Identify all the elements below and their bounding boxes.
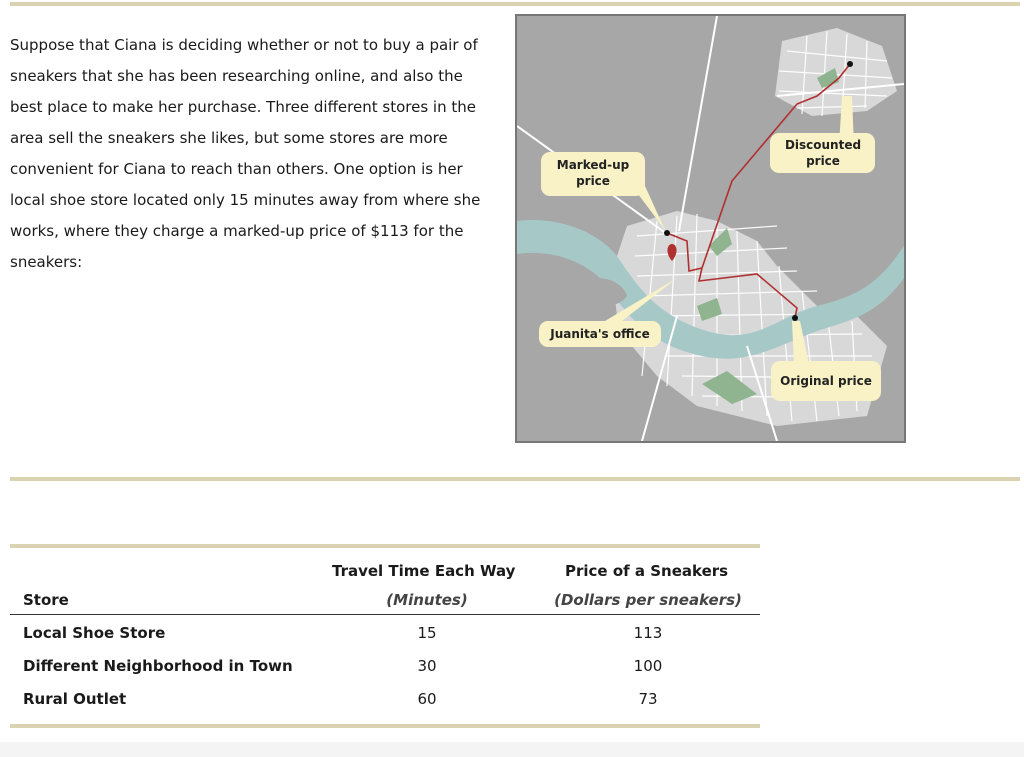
store-marker [792, 315, 798, 321]
col-header-travel: Travel Time Each Way [332, 562, 516, 580]
intro-paragraph: Suppose that Ciana is deciding whether or not to buy a pair of sneakers that she has been researching online, and also the best place to make her purchase. Three different stores in the area sell the sneakers she likes, but some stores are more convenient for Ciana to reach than others. One option is her local shoe store located only 15 minutes away from where she works, where they charge a marked-up price of $113 for the sneakers: [10, 36, 481, 271]
callout-office-label: Juanita's office [550, 327, 650, 341]
city-map-illustration [517, 16, 904, 441]
col-header-store: Store [23, 591, 69, 609]
table-header-rule [10, 614, 760, 615]
row-travel: 15 [417, 624, 437, 642]
callout-discounted-line1: Discounted [784, 138, 862, 152]
row-store: Rural Outlet [23, 690, 127, 708]
store-marker [664, 230, 670, 236]
store-marker [847, 61, 853, 67]
callout-marked-up-line1: Marked-up [556, 158, 630, 172]
callout-original-label: Original price [780, 374, 872, 388]
callout-discounted-line2: price [806, 154, 840, 168]
col-unit-travel: (Minutes) [386, 591, 468, 609]
row-price: 73 [638, 690, 658, 708]
row-store: Different Neighborhood in Town [23, 657, 293, 675]
callout-marked-up-line2: price [576, 174, 610, 188]
col-unit-price: (Dollars per sneakers) [554, 591, 742, 609]
col-header-price: Price of a Sneakers [565, 562, 729, 580]
row-store: Local Shoe Store [23, 624, 166, 642]
row-price: 113 [633, 624, 663, 642]
top-divider [10, 2, 1020, 6]
table-bottom-rule [10, 724, 760, 728]
row-price: 100 [633, 657, 663, 675]
table-top-rule [10, 544, 760, 548]
row-travel: 30 [417, 657, 437, 675]
page-footer-band [0, 742, 1024, 757]
city-map [515, 14, 906, 443]
row-travel: 60 [417, 690, 437, 708]
middle-divider [10, 477, 1020, 481]
